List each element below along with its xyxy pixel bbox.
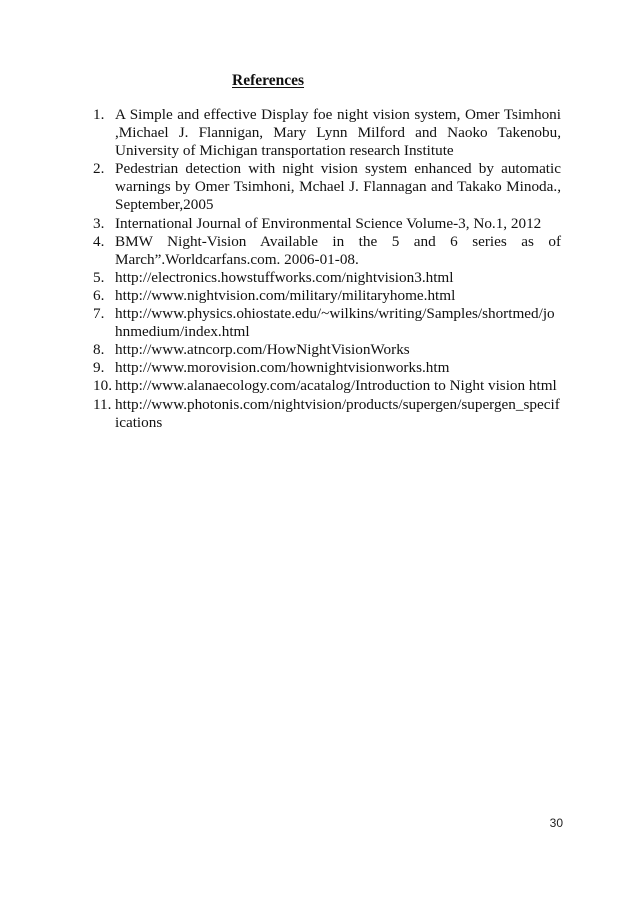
reference-text: BMW Night-Vision Available in the 5 and 6 series as of March”.Worldcarfans.com. 2006-01-08.: [115, 232, 561, 268]
reference-link[interactable]: http://www.morovision.com/hownightvisionworks.htm: [115, 359, 450, 377]
references-heading: References: [232, 72, 305, 89]
reference-item-5: [93, 269, 561, 287]
reference-text: International Journal of Environmental Science Volume-3, No.1, 2012: [115, 214, 542, 232]
reference-number: 5.: [93, 268, 105, 286]
reference-link[interactable]: http://www.alanaecology.com/acatalog/Introduction to Night vision html: [115, 377, 557, 395]
reference-item-9: [93, 359, 561, 377]
reference-item-7: [93, 305, 561, 341]
reference-number: 4.: [93, 232, 105, 250]
reference-text: Pedestrian detection with night vision system enhanced by automatic warnings by Omer Tsimhoni, Mchael J. Flannagan and Takako Minoda., September,2005: [115, 160, 561, 214]
reference-number: 3.: [93, 214, 105, 232]
reference-number: 2.: [93, 160, 105, 178]
reference-item-10: [93, 377, 561, 395]
reference-number: 7.: [93, 305, 105, 323]
reference-item-3: [93, 215, 561, 233]
reference-link[interactable]: http://www.nightvision.com/military/militaryhome.html: [115, 286, 456, 304]
page-number: 30: [549, 816, 563, 830]
reference-link[interactable]: http://www.photonis.com/nightvision/products/supergen/supergen_specifications: [115, 395, 560, 431]
reference-item-1: [93, 106, 561, 160]
reference-number: 9.: [93, 359, 105, 377]
reference-item-11: [93, 396, 561, 432]
reference-item-4: [93, 233, 561, 269]
reference-number: 1.: [93, 106, 105, 123]
reference-number: 8.: [93, 341, 105, 359]
reference-number: 6.: [93, 286, 105, 304]
reference-link[interactable]: http://electronics.howstuffworks.com/nightvision3.html: [115, 268, 454, 286]
reference-item-6: [93, 287, 561, 305]
reference-item-2: [93, 160, 561, 214]
reference-link[interactable]: http://www.atncorp.com/HowNightVisionWorks: [115, 341, 410, 359]
reference-link[interactable]: http://www.physics.ohiostate.edu/~wilkins/writing/Samples/shortmed/johnmedium/index.html: [115, 305, 555, 341]
reference-text: A Simple and effective Display foe night vision system, Omer Tsimhoni ,Michael J. Flannigan, Mary Lynn Milford and Naoko Takenobu, University of Michigan transportation research Institute: [115, 106, 561, 160]
reference-item-8: [93, 341, 561, 359]
reference-number: 10.: [93, 377, 112, 395]
reference-number: 11.: [93, 395, 112, 413]
references-list: [93, 106, 561, 432]
